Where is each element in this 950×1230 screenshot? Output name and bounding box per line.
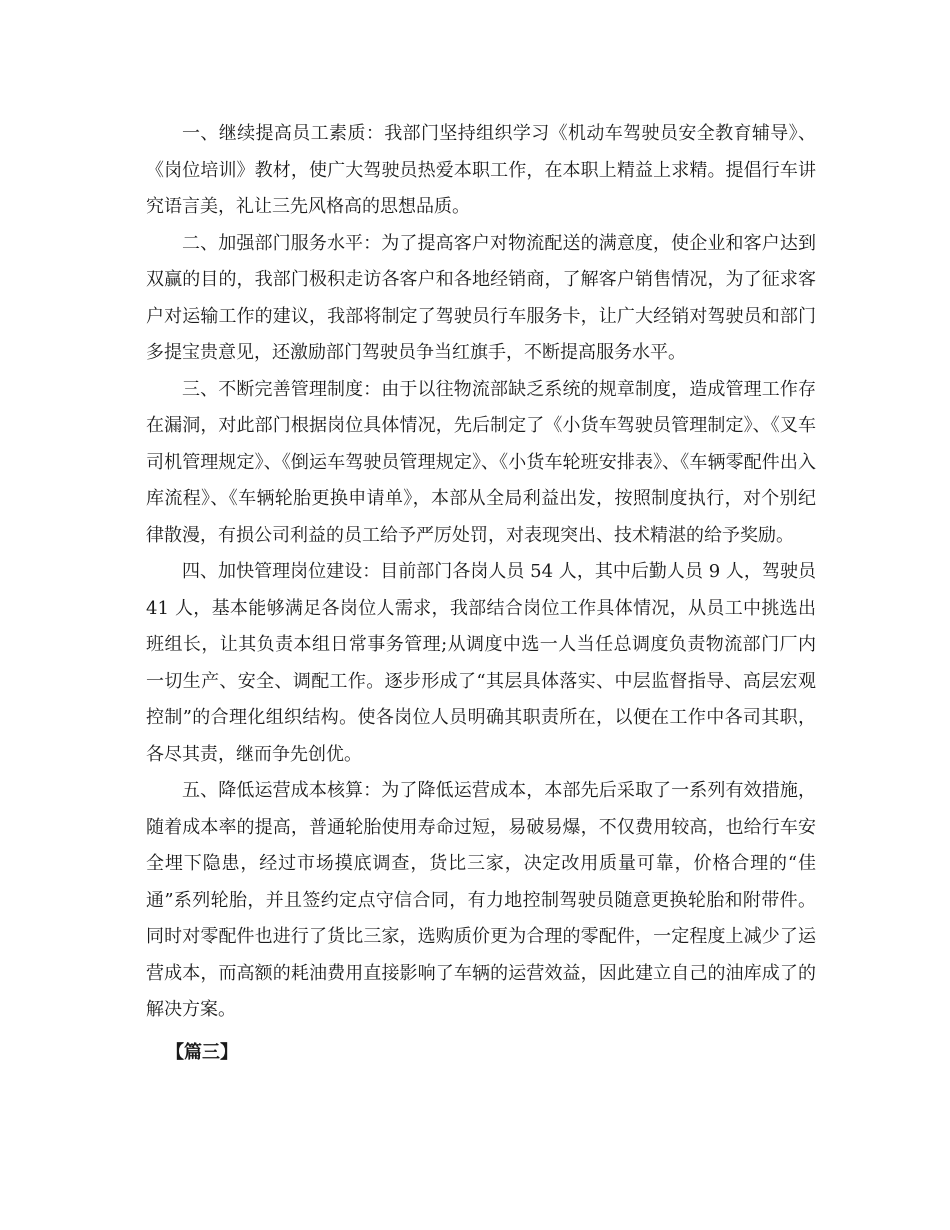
paragraph-5: 五、降低运营成本核算：为了降低运营成本，本部先后采取了一系列有效措施，随着成本率的提高，普通轮胎使用寿命过短，易破易爆，不仅费用较高，也给行车安全埋下隐患，经过市场摸底调查，货比三家，决定改用质量可靠，价格合理的“佳通”系列轮胎，并且签约定点守信合同，有力地控制驾驶员随意更换轮胎和附带件。同时对零配件也进行了货比三家，选购质价更为合理的零配件，一定程度上减少了运营成本，而高额的耗油费用直接影响了车辆的运营效益，因此建立自己的油库成了的解决方案。 [146, 780, 816, 1020]
paragraph-4: 四、加快管理岗位建设：目前部门各岗人员 54 人，其中后勤人员 9 人，驾驶员 41 人，基本能够满足各岗位人需求，我部结合岗位工作具体情况，从员工中挑选出班组长，让其负责本组日常事务管理;从调度中选一人当任总调度负责物流部门厂内一切生产、安全、调配工作。逐步形成了“其层具体落实、中层监督指导、高层宏观控制”的合理化组织结构。使各岗位人员明确其职责所在，以便在工作中各司其职，各尽其责，继而争先创优。 [146, 561, 816, 765]
paragraph-2: 二、加强部门服务水平：为了提高客户对物流配送的满意度，使企业和客户达到双赢的目的，我部门极积走访各客户和各地经销商，了解客户销售情况，为了征求客户对运输工作的建议，我部将制定了驾驶员行车服务卡，让广大经销对驾驶员和部门多提宝贵意见，还激励部门驾驶员争当红旗手，不断提高服务水平。 [146, 232, 816, 363]
section-label: 【篇三】 [166, 1041, 238, 1063]
paragraph-1: 一、继续提高员工素质：我部门坚持组织学习《机动车驾驶员安全教育辅导》、《岗位培训》教材，使广大驾驶员热爱本职工作，在本职上精益上求精。提倡行车讲究语言美，礼让三先风格高的思想品质。 [146, 123, 816, 217]
document-body [146, 116, 816, 1071]
paragraph-3: 三、不断完善管理制度：由于以往物流部缺乏系统的规章制度，造成管理工作存在漏洞，对此部门根据岗位具体情况，先后制定了《小货车驾驶员管理制定》、《叉车司机管理规定》、《倒运车驾驶员管理规定》、《小货车轮班安排表》、《车辆零配件出入库流程》、《车辆轮胎更换申请单》，本部从全局利益出发，按照制度执行，对个别纪律散漫，有损公司利益的员工给予严厉处罚，对表现突出、技术精湛的给予奖励。 [146, 378, 816, 546]
